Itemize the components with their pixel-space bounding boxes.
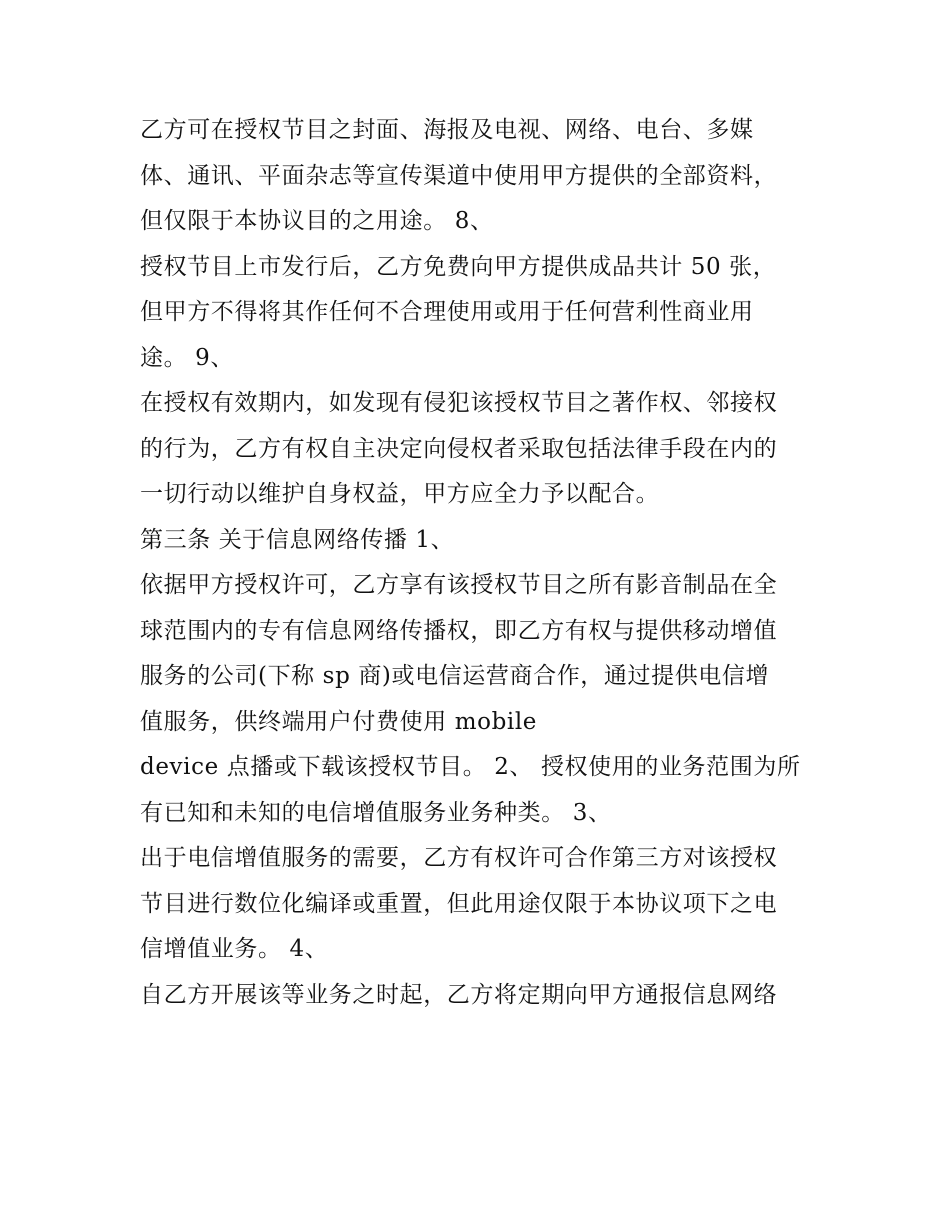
document-body [140,108,840,1018]
text-line: 节目进行数位化编译或重置，但此用途仅限于本协议项下之电 [140,890,778,917]
text-line: 值服务，供终端用户付费使用 mobile [140,708,538,735]
text-line: 授权节目上市发行后，乙方免费向甲方提供成品共计 50 张， [140,253,777,280]
text-line: 的行为，乙方有权自主决定向侵权者采取包括法律手段在内的 [140,435,778,462]
text-line: 服务的公司(下称 sp 商)或电信运营商合作，通过提供电信增 [140,663,770,689]
text-line: 自乙方开展该等业务之时起，乙方将定期向甲方通报信息网络 [140,981,778,1008]
text-line: 体、通讯、平面杂志等宣传渠道中使用甲方提供的全部资料， [140,162,778,189]
text-line: 有已知和未知的电信增值服务业务种类。 3、 [140,799,612,826]
text-line: 一切行动以维护自身权益，甲方应全力予以配合。 [140,481,660,507]
text-line: 但仅限于本协议目的之用途。 8、 [140,208,494,234]
text-line: device 点播或下载该授权节目。 2、 授权使用的业务范围为所 [140,754,801,780]
text-line: 途。 9、 [140,344,234,371]
text-line: 乙方可在授权节目之封面、海报及电视、网络、电台、多媒 [140,117,754,143]
text-line: 出于电信增值服务的需要，乙方有权许可合作第三方对该授权 [140,845,778,871]
text-line: 依据甲方授权许可，乙方享有该授权节目之所有影音制品在全 [140,572,778,598]
text-line: 信增值业务。 4、 [140,936,329,962]
text-line: 但甲方不得将其作任何不合理使用或用于任何营利性商业用 [140,299,754,325]
text-line: 在授权有效期内，如发现有侵犯该授权节目之著作权、邻接权 [140,390,778,416]
text-line: 球范围内的专有信息网络传播权，即乙方有权与提供移动增值 [140,617,778,644]
section-heading: 第三条 关于信息网络传播 1、 [140,526,455,553]
